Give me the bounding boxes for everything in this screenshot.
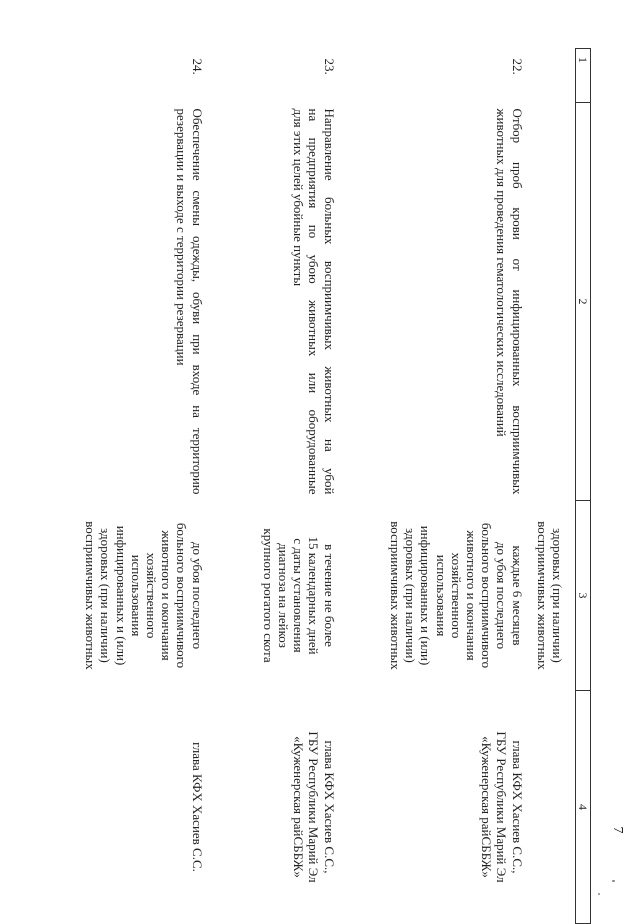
column-number-row bbox=[576, 49, 591, 924]
deadline: в течение не более 15 календарных дней с даты установления диагноза на лейкоз крупного рогатого скота bbox=[260, 528, 337, 663]
scan-speck bbox=[598, 893, 600, 895]
table-row bbox=[59, 49, 209, 924]
table-row bbox=[209, 49, 341, 924]
column-number: 4 bbox=[576, 691, 591, 924]
row-number: 24. bbox=[189, 58, 205, 75]
measure-description: Обеспечение смены одежды, обуви при входе на территорию резервации и выходе с территории резервации bbox=[174, 108, 205, 495]
measure-description: Направление больных восприимчивых животных на убой на предприятия по убою животных или оборудованные для этих целей убойные пункты bbox=[291, 108, 337, 495]
row-number: 22. bbox=[509, 58, 525, 75]
row-number: 23. bbox=[321, 58, 337, 75]
column-number: 3 bbox=[576, 501, 591, 691]
deadline: до убоя последнего больного восприимчивого животного и окончания хозяйственного использования инфицированных и (или) здоровых (при наличии) восприимчивых животных bbox=[83, 521, 205, 670]
rotated-table-container bbox=[46, 48, 591, 923]
carryover-row bbox=[529, 49, 576, 924]
column-number: 1 bbox=[576, 49, 591, 103]
column-number: 2 bbox=[576, 103, 591, 501]
deadline: каждые 6 месяцев до убоя последнего больного восприимчивого животного и окончания хозяйственного использования инфицированных и (или) здоровых (при наличии) восприимчивых животных bbox=[387, 521, 525, 670]
responsible-party: глава КФХ Хасиев С.С. bbox=[189, 742, 205, 872]
measures-table bbox=[59, 48, 591, 924]
scan-speck bbox=[612, 880, 615, 882]
responsible-party: глава КФХ Хасиев С.С., ГБУ Республики Марий Эл «Куженерская райСББЖ» bbox=[479, 731, 525, 883]
responsible-party: глава КФХ Хасиев С.С., ГБУ Республики Марий Эл «Куженерская райСББЖ» bbox=[291, 731, 337, 883]
table-row bbox=[341, 49, 529, 924]
carryover-text: здоровых (при наличии) восприимчивых животных bbox=[534, 521, 565, 670]
measure-description: Отбор проб крови от инфицированных восприимчивых животных для проведения гематологических исследований bbox=[494, 108, 525, 495]
page-number: 7 bbox=[610, 826, 625, 834]
